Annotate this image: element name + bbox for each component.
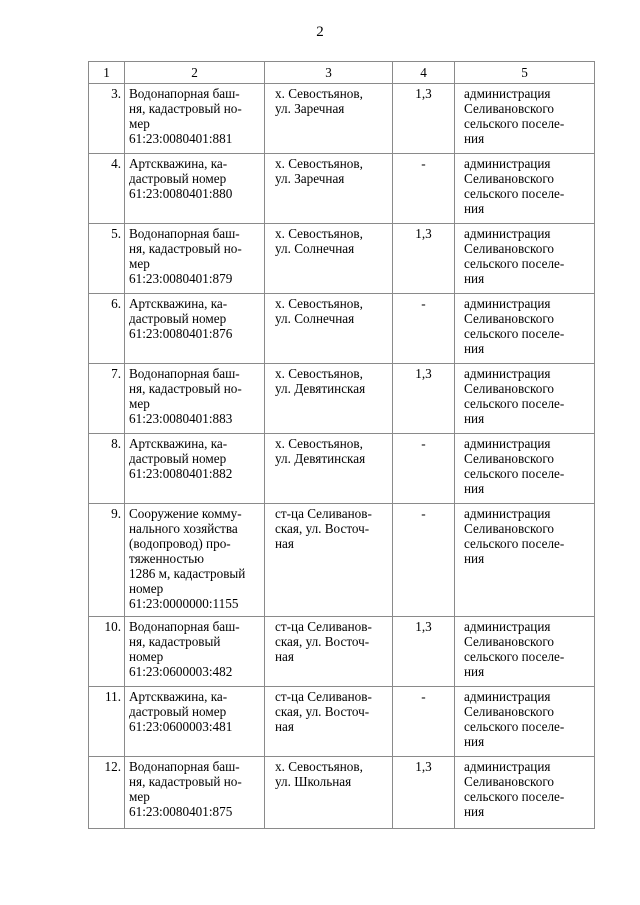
object-value: 1,3 <box>393 364 455 434</box>
object-description: Артскважина, ка- дастровый номер 61:23:0080401:876 <box>125 294 265 364</box>
table-row <box>89 617 595 687</box>
table-header-row <box>89 62 595 84</box>
table-row <box>89 294 595 364</box>
object-description: Водонапорная баш- ня, кадастровый но- мер 61:23:0080401:881 <box>125 84 265 154</box>
object-owner: администрация Селивановского сельского поселе- ния <box>455 294 595 364</box>
object-location: ст-ца Селиванов- ская, ул. Восточ- ная <box>265 617 393 687</box>
object-location: х. Севостьянов, ул. Заречная <box>265 154 393 224</box>
object-value: 1,3 <box>393 617 455 687</box>
row-number: 7. <box>89 364 125 434</box>
object-location: х. Севостьянов, ул. Девятинская <box>265 434 393 504</box>
table-row <box>89 687 595 757</box>
table-row <box>89 504 595 617</box>
table-row <box>89 84 595 154</box>
row-number: 4. <box>89 154 125 224</box>
row-number: 9. <box>89 504 125 617</box>
object-description: Сооружение комму- нального хозяйства (водопровод) про- тяженностью 1286 м, кадастровый номер 61:23:0000000:1155 <box>125 504 265 617</box>
table-row <box>89 434 595 504</box>
column-header-4: 4 <box>393 62 455 84</box>
row-number: 3. <box>89 84 125 154</box>
object-description: Артскважина, ка- дастровый номер 61:23:0600003:481 <box>125 687 265 757</box>
registry-table <box>88 61 595 829</box>
table-row <box>89 364 595 434</box>
object-description: Водонапорная баш- ня, кадастровый но- мер 61:23:0080401:879 <box>125 224 265 294</box>
column-header-1: 1 <box>89 62 125 84</box>
object-owner: администрация Селивановского сельского поселе- ния <box>455 154 595 224</box>
column-header-2: 2 <box>125 62 265 84</box>
object-value: - <box>393 154 455 224</box>
object-owner: администрация Селивановского сельского поселе- ния <box>455 687 595 757</box>
object-location: х. Севостьянов, ул. Девятинская <box>265 364 393 434</box>
object-description: Артскважина, ка- дастровый номер 61:23:0080401:882 <box>125 434 265 504</box>
object-owner: администрация Селивановского сельского поселе- ния <box>455 434 595 504</box>
object-owner: администрация Селивановского сельского поселе- ния <box>455 224 595 294</box>
object-value: 1,3 <box>393 224 455 294</box>
object-description: Водонапорная баш- ня, кадастровый номер 61:23:0600003:482 <box>125 617 265 687</box>
object-owner: администрация Селивановского сельского поселе- ния <box>455 504 595 617</box>
object-location: х. Севостьянов, ул. Солнечная <box>265 294 393 364</box>
object-owner: администрация Селивановского сельского поселе- ния <box>455 617 595 687</box>
object-value: - <box>393 687 455 757</box>
object-value: 1,3 <box>393 84 455 154</box>
row-number: 11. <box>89 687 125 757</box>
table-body <box>89 84 595 829</box>
object-location: х. Севостьянов, ул. Солнечная <box>265 224 393 294</box>
object-description: Водонапорная баш- ня, кадастровый но- мер 61:23:0080401:883 <box>125 364 265 434</box>
row-number: 12. <box>89 757 125 829</box>
object-location: ст-ца Селиванов- ская, ул. Восточ- ная <box>265 687 393 757</box>
object-owner: администрация Селивановского сельского поселе- ния <box>455 364 595 434</box>
object-owner: администрация Селивановского сельского поселе- ния <box>455 757 595 829</box>
object-location: х. Севостьянов, ул. Заречная <box>265 84 393 154</box>
object-description: Артскважина, ка- дастровый номер 61:23:0080401:880 <box>125 154 265 224</box>
object-value: - <box>393 504 455 617</box>
object-location: ст-ца Селиванов- ская, ул. Восточ- ная <box>265 504 393 617</box>
table-row <box>89 757 595 829</box>
object-location: х. Севостьянов, ул. Школьная <box>265 757 393 829</box>
object-description: Водонапорная баш- ня, кадастровый но- мер 61:23:0080401:875 <box>125 757 265 829</box>
object-value: - <box>393 434 455 504</box>
table-row <box>89 224 595 294</box>
object-value: 1,3 <box>393 757 455 829</box>
row-number: 8. <box>89 434 125 504</box>
object-value: - <box>393 294 455 364</box>
page-number: 2 <box>316 24 324 40</box>
row-number: 10. <box>89 617 125 687</box>
row-number: 6. <box>89 294 125 364</box>
table-row <box>89 154 595 224</box>
column-header-5: 5 <box>455 62 595 84</box>
column-header-3: 3 <box>265 62 393 84</box>
row-number: 5. <box>89 224 125 294</box>
object-owner: администрация Селивановского сельского поселе- ния <box>455 84 595 154</box>
